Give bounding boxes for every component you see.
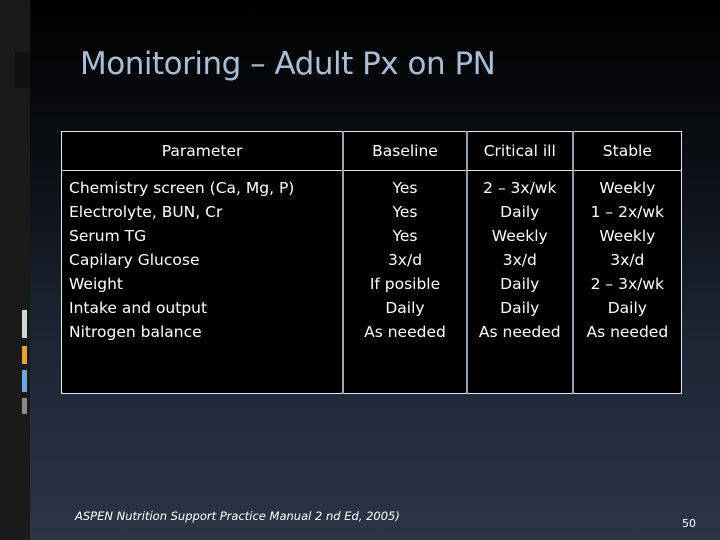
table-cell: 2 – 3x/wk bbox=[590, 275, 665, 293]
table-cell: Yes bbox=[392, 179, 418, 197]
table-cell: Weekly bbox=[599, 179, 656, 197]
table-cell: 1 – 2x/wk bbox=[590, 203, 665, 221]
table-body-row bbox=[62, 171, 682, 394]
table-cell: Yes bbox=[392, 203, 418, 221]
table-cell: Nitrogen balance bbox=[69, 323, 202, 341]
table-cell: Daily bbox=[500, 275, 540, 293]
table-cell: Weight bbox=[69, 275, 124, 293]
table-cell: If posible bbox=[369, 275, 441, 293]
table-cell: Daily bbox=[500, 203, 540, 221]
accent-bar-gray bbox=[22, 310, 27, 338]
monitoring-table bbox=[61, 131, 682, 394]
table-cell: Electrolyte, BUN, Cr bbox=[69, 203, 223, 221]
table-cell: Weekly bbox=[599, 227, 656, 245]
table-cell: Daily bbox=[385, 299, 425, 317]
table-cell: 3x/d bbox=[610, 251, 645, 269]
table-header-row bbox=[62, 132, 682, 171]
stable-column bbox=[573, 171, 682, 394]
slide-title: Monitoring – Adult Px on PN bbox=[80, 46, 496, 82]
table-cell: Daily bbox=[500, 299, 540, 317]
table-cell: Yes bbox=[392, 227, 418, 245]
table-cell: Capilary Glucose bbox=[69, 251, 200, 269]
critical-ill-column bbox=[467, 171, 573, 394]
header-baseline: Baseline bbox=[343, 132, 467, 171]
parameter-column bbox=[62, 171, 344, 394]
accent-bar-orange bbox=[22, 346, 27, 364]
table-cell: Serum TG bbox=[69, 227, 147, 245]
table-cell: Chemistry screen (Ca, Mg, P) bbox=[69, 179, 295, 197]
table-cell: 3x/d bbox=[502, 251, 537, 269]
page-number: 50 bbox=[682, 517, 696, 530]
table-cell: As needed bbox=[364, 323, 446, 341]
header-critical-ill: Critical ill bbox=[467, 132, 573, 171]
table-cell: 3x/d bbox=[387, 251, 423, 269]
table-cell: Daily bbox=[607, 299, 647, 317]
table-cell: Weekly bbox=[491, 227, 548, 245]
baseline-column bbox=[343, 171, 467, 394]
footer-citation: ASPEN Nutrition Support Practice Manual 2 nd Ed, 2005) bbox=[75, 509, 400, 523]
table-cell: As needed bbox=[478, 323, 561, 341]
accent-bar-blue bbox=[22, 370, 27, 392]
table-cell: Intake and output bbox=[69, 299, 208, 317]
accent-bar-darkgray bbox=[22, 398, 27, 414]
header-stable: Stable bbox=[573, 132, 682, 171]
accent-bar-black bbox=[15, 52, 30, 88]
table-cell: As needed bbox=[586, 323, 669, 341]
header-parameter: Parameter bbox=[62, 132, 344, 171]
table-cell: 2 – 3x/wk bbox=[483, 179, 557, 197]
